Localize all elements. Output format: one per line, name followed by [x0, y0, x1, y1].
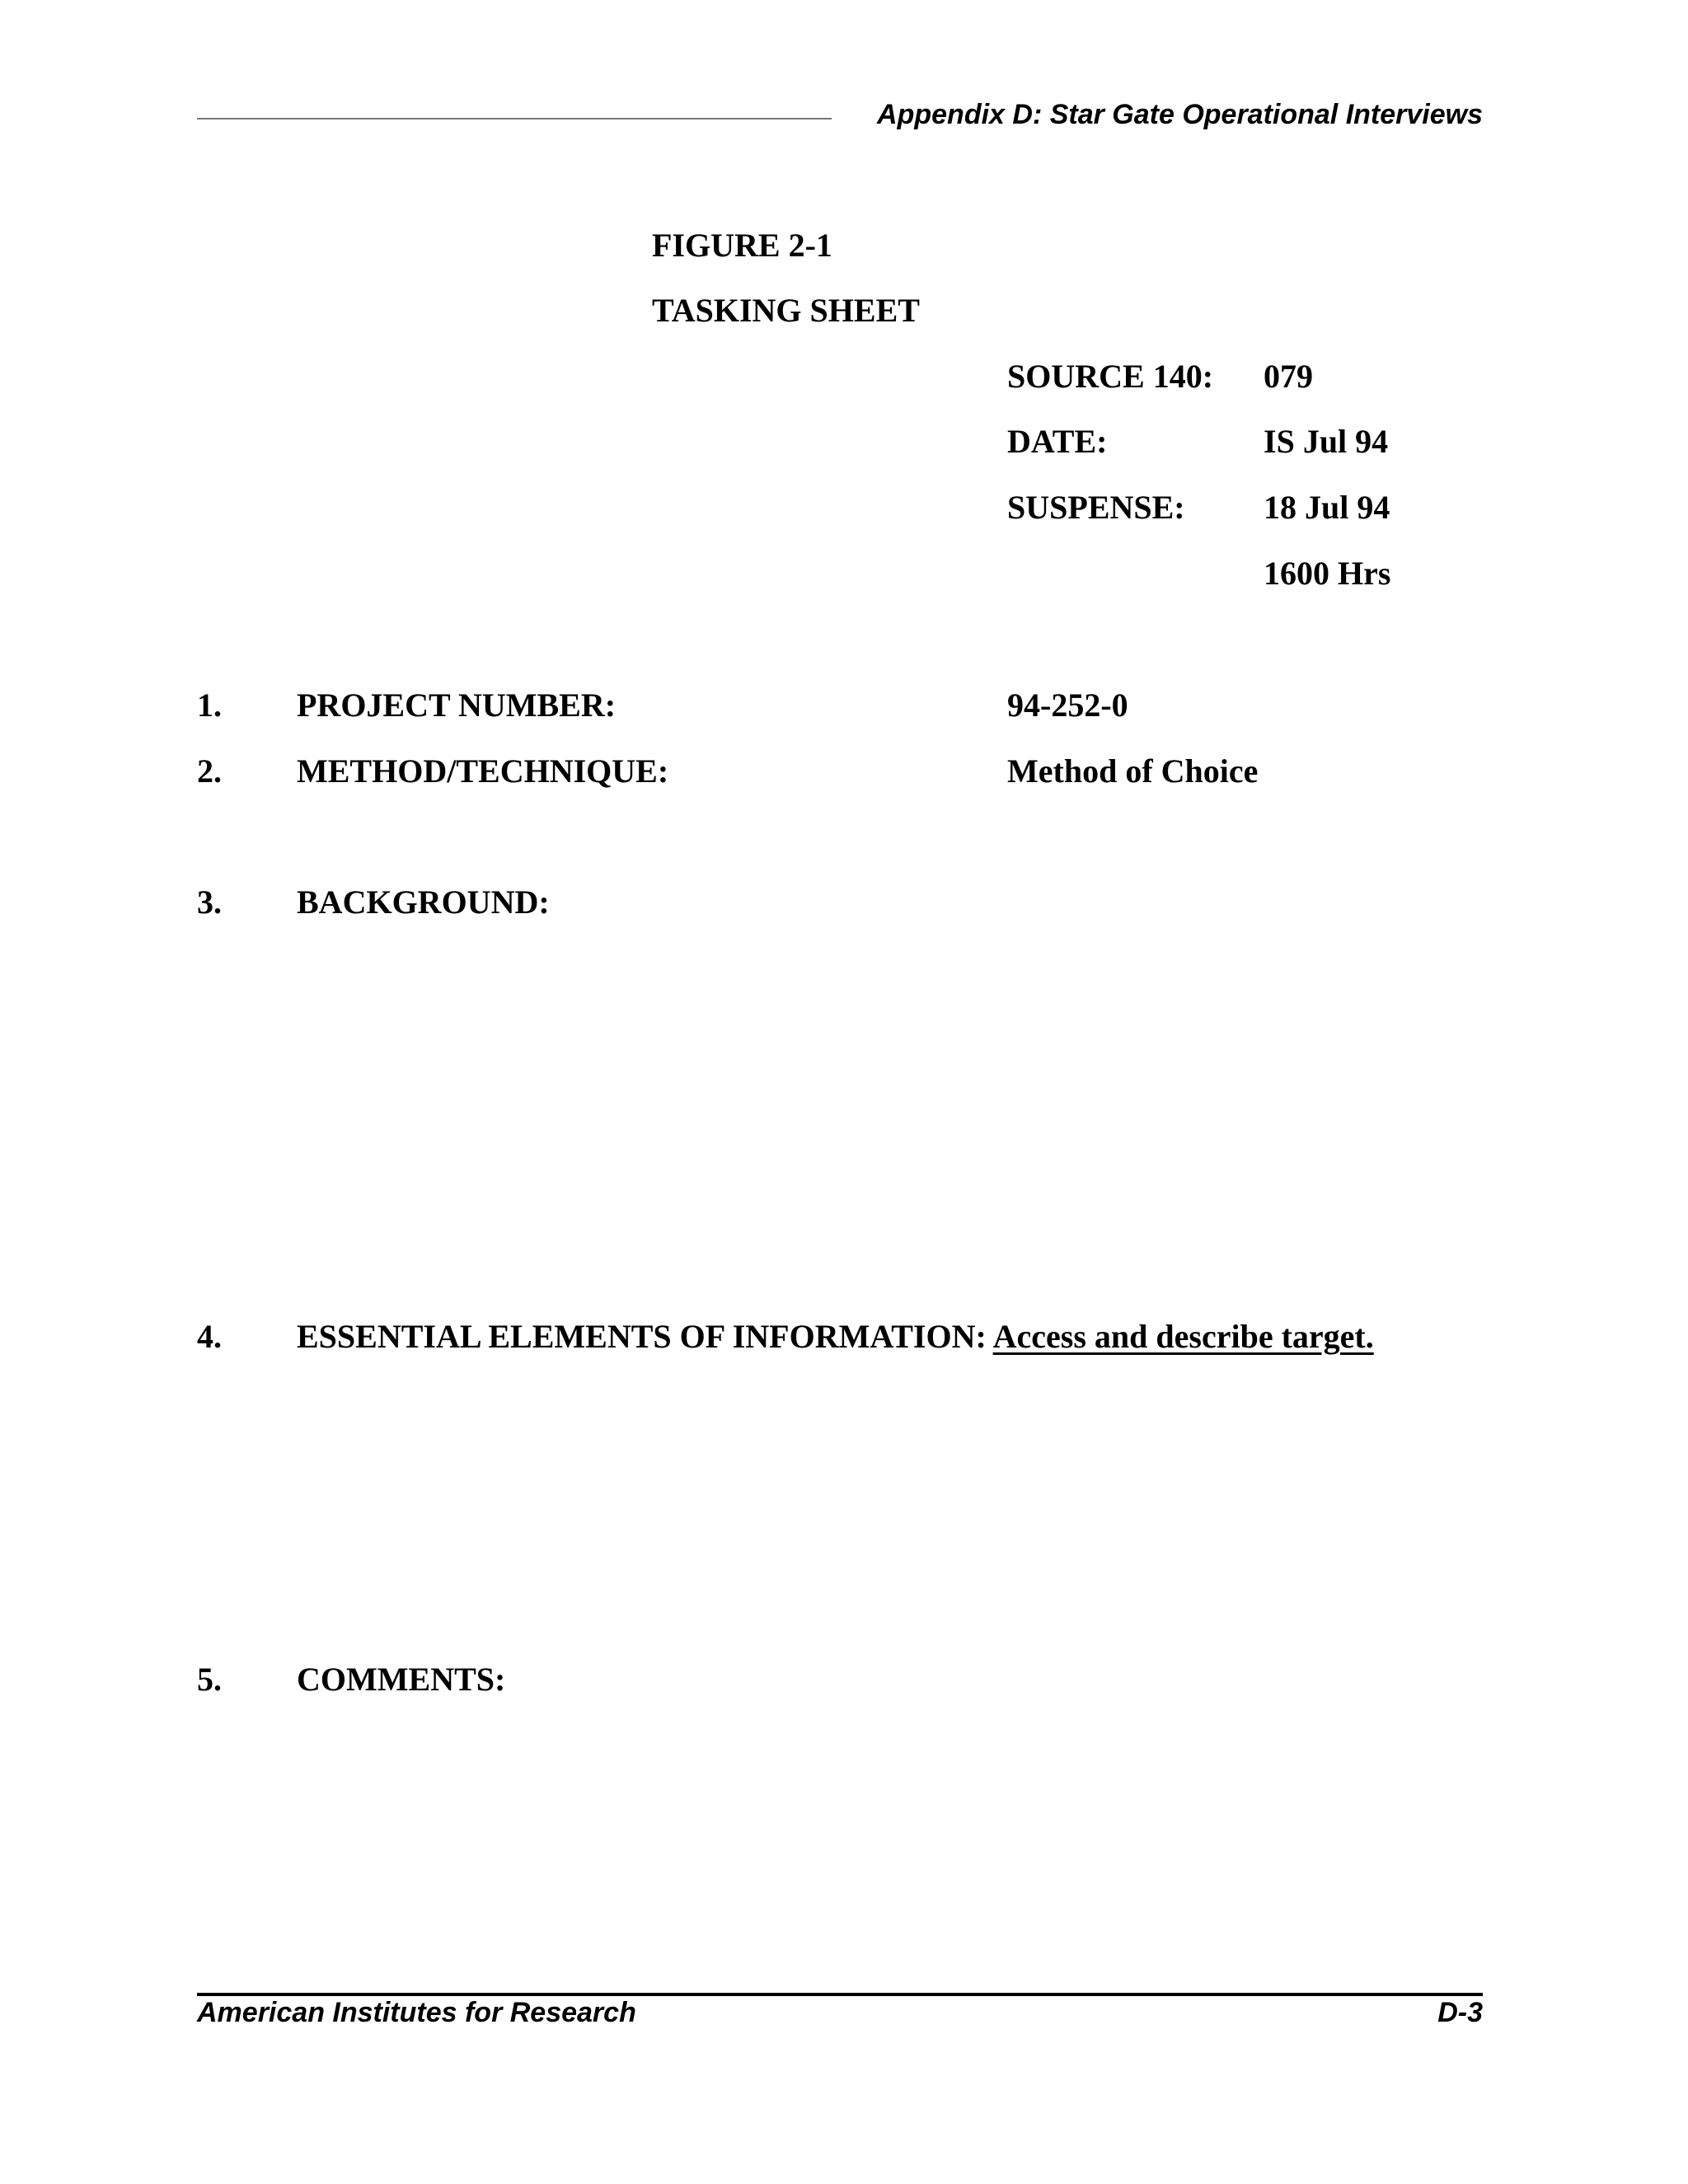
item-number: 4.	[197, 1318, 222, 1355]
comments-label: COMMENTS:	[297, 1661, 506, 1698]
method-technique-label: METHOD/TECHNIQUE:	[297, 752, 669, 790]
header-rule	[197, 118, 832, 120]
item-number: 1.	[197, 687, 222, 724]
footer-organization: American Institutes for Research	[197, 1997, 636, 2028]
source-label: SOURCE 140:	[1007, 358, 1214, 395]
project-number-label: PROJECT NUMBER:	[297, 687, 617, 724]
suspense-time: 1600 Hrs	[1264, 555, 1391, 592]
method-technique-value: Method of Choice	[1007, 752, 1259, 790]
project-number-value: 94-252-0	[1007, 687, 1128, 724]
header-title: Appendix D: Star Gate Operational Interviews	[877, 99, 1483, 130]
background-label: BACKGROUND:	[297, 883, 550, 921]
figure-title: TASKING SHEET	[652, 292, 920, 329]
footer-page-number: D-3	[1437, 1997, 1483, 2028]
suspense-value: 18 Jul 94	[1264, 489, 1390, 526]
essential-elements-label: ESSENTIAL ELEMENTS OF INFORMATION:	[297, 1318, 987, 1355]
item-number: 5.	[197, 1661, 222, 1698]
footer-rule	[197, 1993, 1483, 1996]
item-number: 2.	[197, 752, 222, 790]
essential-elements-value: Access and describe target.	[992, 1318, 1374, 1355]
date-label: DATE:	[1007, 423, 1108, 460]
suspense-label: SUSPENSE:	[1007, 489, 1185, 526]
source-value: 079	[1264, 358, 1313, 395]
date-value: IS Jul 94	[1264, 423, 1389, 460]
figure-label: FIGURE 2-1	[652, 227, 832, 264]
essential-elements-line	[297, 1320, 1374, 1353]
item-number: 3.	[197, 883, 222, 921]
